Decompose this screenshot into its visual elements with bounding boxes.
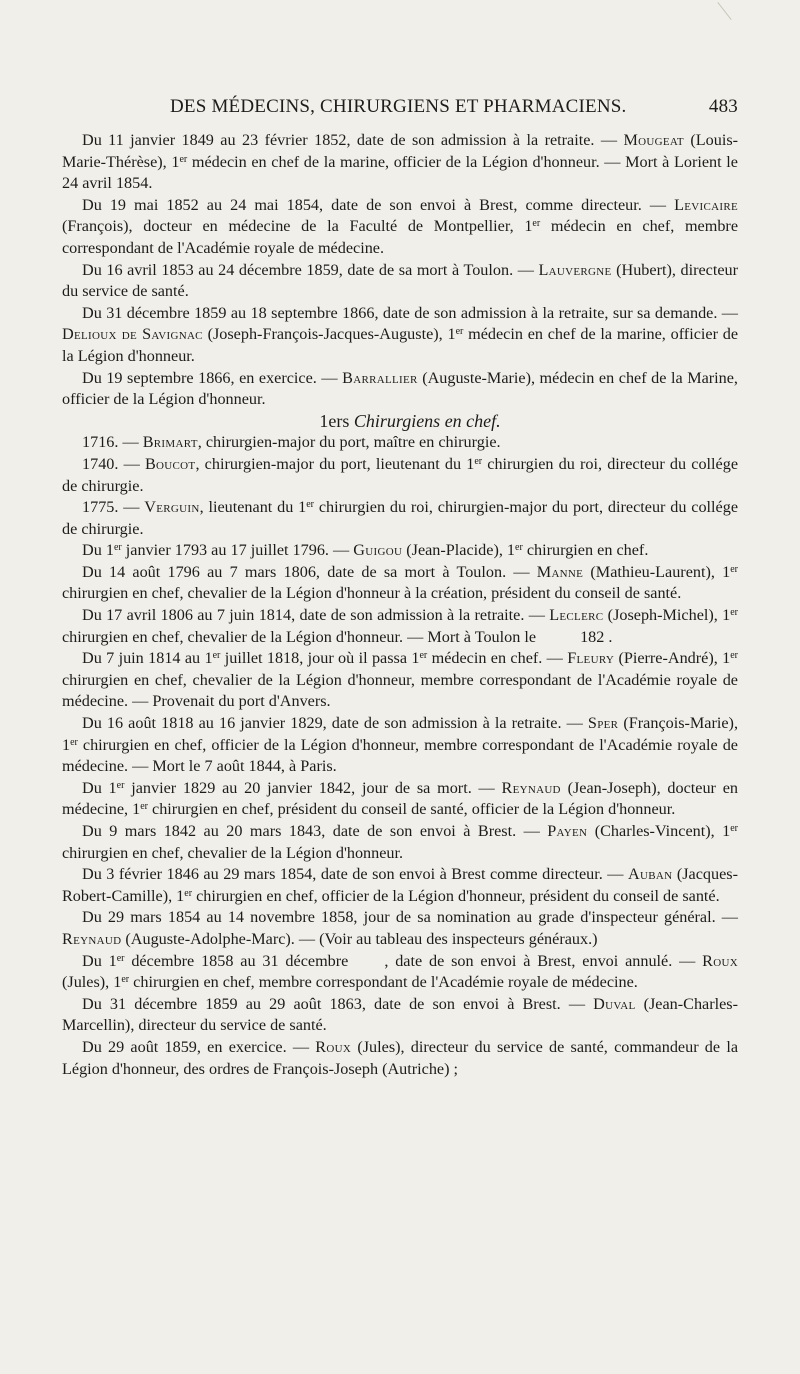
person-name: Boucot xyxy=(144,454,196,473)
superscript: er xyxy=(455,326,464,338)
text-run: , chirurgien-major du port, lieutenant du 1 xyxy=(195,454,475,473)
person-name: Delioux de Savignac xyxy=(62,325,203,344)
superscript: er xyxy=(306,499,315,511)
text-run: (François-Marie), 1 xyxy=(62,714,738,754)
page-number: 483 xyxy=(708,96,738,117)
paragraph xyxy=(62,1037,738,1080)
superscript: er xyxy=(113,542,122,554)
section-title: Chirurgiens en chef. xyxy=(353,410,501,431)
paragraph xyxy=(62,540,738,562)
text-run: chirurgien en chef, chevalier de la Légion d'honneur. xyxy=(62,843,404,862)
paragraph xyxy=(62,821,738,864)
paragraph xyxy=(62,648,738,713)
superscript: er xyxy=(184,887,193,899)
paragraph xyxy=(62,778,738,821)
superscript: er xyxy=(730,823,738,834)
text-run: (Joseph-Michel), 1 xyxy=(603,606,731,625)
paragraph xyxy=(62,994,738,1037)
text-run: (Joseph-François-Jacques-Auguste), 1 xyxy=(202,325,456,344)
text-run: Du 14 août 1796 au 7 mars 1806, date de sa mort à Toulon. — xyxy=(82,562,537,581)
page-corner-mark xyxy=(717,2,731,20)
text-run: chirurgien en chef, chevalier de la Légion d'honneur à la création, président du conseil de santé. xyxy=(62,584,682,603)
superscript: er xyxy=(730,607,738,619)
paragraph xyxy=(62,864,738,907)
text-run: Du 19 mai 1852 au 24 mai 1854, date de son envoi à Brest, comme directeur. — xyxy=(82,195,675,214)
text-run: Du 29 août 1859, en exercice. — xyxy=(82,1037,316,1056)
paragraph xyxy=(62,432,738,454)
paragraph xyxy=(62,562,738,605)
text-run: chirurgien en chef, membre correspondant de l'Académie royale de médecine. xyxy=(129,973,638,992)
page-body xyxy=(62,130,738,1080)
text-run: , date de son envoi à Brest, envoi annulé. — xyxy=(384,951,703,970)
superscript: er xyxy=(515,542,523,554)
text-run: 1740. — xyxy=(82,454,145,473)
text-run: (Jacques-Robert-Camille), 1 xyxy=(62,865,738,905)
text-run: (Jean-Placide), 1 xyxy=(402,541,516,560)
person-name: Auban xyxy=(628,865,673,884)
text-run: juillet 1818, jour où il passa 1 xyxy=(220,649,420,668)
superscript: er xyxy=(116,952,125,964)
superscript: er xyxy=(730,563,739,575)
text-run: (François), docteur en médecine de la Faculté de Montpellier, 1 xyxy=(62,217,533,236)
superscript: er xyxy=(474,455,483,467)
paragraph xyxy=(62,907,738,950)
text-run: Du 1 xyxy=(82,541,114,560)
text-run: (Jean-Charles-Marcellin), directeur du service de santé. xyxy=(62,994,738,1035)
text-run: Du 9 mars 1842 au 20 mars 1843, date de son envoi à Brest. — xyxy=(82,822,548,840)
person-name: Payen xyxy=(547,822,588,840)
person-name: Duval xyxy=(593,994,636,1013)
text-run: (Jules), 1 xyxy=(62,973,122,992)
text-run: décembre 1858 au 31 décembre xyxy=(124,951,349,970)
person-name: Reynaud xyxy=(62,929,122,948)
person-name: Sper xyxy=(587,714,619,733)
text-run: Du 11 janvier 1849 au 23 février 1852, date de son admission à la retraite. — xyxy=(82,131,624,149)
paragraph xyxy=(62,454,738,497)
text-run: chirurgien en chef. xyxy=(522,541,649,560)
paragraph xyxy=(62,260,738,303)
text-run: médecin en chef de la marine, officier de la Légion d'honneur. xyxy=(62,325,738,365)
person-name: Fleury xyxy=(567,649,615,668)
text-run: (Pierre-André), 1 xyxy=(614,649,731,668)
text-run: médecin en chef de la marine, officier de la Légion d'honneur. — Mort à Lorient le 24 avril 1854. xyxy=(62,152,738,193)
text-run: Du 31 décembre 1859 au 29 août 1863, date de son envoi à Brest. — xyxy=(82,994,594,1013)
text-run: Du 29 mars 1854 au 14 novembre 1858, jour de sa nomination au grade d'inspecteur général. — xyxy=(82,908,738,927)
text-run: médecin en chef. — xyxy=(427,649,568,668)
superscript: er xyxy=(730,650,739,662)
paragraph xyxy=(62,130,738,195)
superscript: er xyxy=(419,650,428,662)
text-run: (Jean-Joseph), docteur en médecine, 1 xyxy=(62,778,738,819)
superscript: er xyxy=(179,153,188,165)
text-run: janvier 1829 au 20 janvier 1842, jour de sa mort. — xyxy=(124,778,502,797)
superscript: er xyxy=(116,779,125,791)
text-run: (Auguste-Marie), médecin en chef de la Marine, officier de la Légion d'honneur. xyxy=(62,368,738,409)
text-run: 1716. — xyxy=(82,433,143,452)
text-run: Du 16 août 1818 au 16 janvier 1829, date de son admission à la retraite. — xyxy=(82,714,588,733)
text-run: (Auguste-Adolphe-Marc). — (Voir au tableau des inspecteurs généraux.) xyxy=(121,929,598,948)
text-run: Du 19 septembre 1866, en exercice. — xyxy=(82,368,343,387)
text-run: chirurgien en chef, président du conseil de santé, officier de la Légion d'honneur. xyxy=(147,800,676,819)
text-run: Du 1 xyxy=(82,951,117,970)
text-run: chirurgien en chef, chevalier de la Légion d'honneur, membre correspondant de l'Académie royale de médecine. — Provenait du port d'Anvers. xyxy=(62,670,738,711)
running-title: DES MÉDECINS, CHIRURGIENS ET PHARMACIENS. xyxy=(170,96,627,117)
section-ordinal: 1ers xyxy=(319,410,350,431)
text-run: , lieutenant du 1 xyxy=(199,498,307,517)
paragraph xyxy=(62,303,738,368)
person-name: Barrallier xyxy=(342,368,418,387)
text-run: chirurgien en chef, officier de la Légion d'honneur, président du conseil de santé. xyxy=(192,886,720,905)
person-name: Guigou xyxy=(353,541,403,560)
paragraph xyxy=(62,497,738,540)
person-name: Brimart xyxy=(142,433,198,452)
text-run: Du 7 juin 1814 au 1 xyxy=(82,649,213,668)
superscript: er xyxy=(140,801,148,813)
section-heading xyxy=(62,411,738,433)
text-run: Du 1 xyxy=(82,778,117,797)
text-run: (Charles-Vincent), 1 xyxy=(587,822,731,840)
person-name: Roux xyxy=(702,951,738,970)
person-name: Leclerc xyxy=(549,606,604,625)
superscript: er xyxy=(121,974,130,986)
text-run: janvier 1793 au 17 juillet 1796. — xyxy=(121,541,354,560)
superscript: er xyxy=(212,650,221,662)
paragraph xyxy=(62,195,738,260)
text-run: Du 17 avril 1806 au 7 juin 1814, date de son admission à la retraite. — xyxy=(82,606,550,625)
person-name: Verguin xyxy=(144,498,200,517)
paragraph xyxy=(62,605,738,648)
person-name: Reynaud xyxy=(501,778,561,797)
text-run: Du 16 avril 1853 au 24 décembre 1859, date de sa mort à Toulon. — xyxy=(82,260,539,279)
text-run: 182 . xyxy=(580,627,613,646)
paragraph xyxy=(62,713,738,778)
text-run: (Louis-Marie-Thérèse), 1 xyxy=(62,131,739,171)
text-run: chirurgien du roi, directeur du collége de chirurgie. xyxy=(62,454,738,495)
person-name: Lauvergne xyxy=(538,260,612,279)
text-run: médecin en chef, membre correspondant de l'Académie royale de médecine. xyxy=(62,217,739,257)
text-run: Du 31 décembre 1859 au 18 septembre 1866, date de son admission à la retraite, sur sa demande. — xyxy=(82,303,738,322)
text-run: (Mathieu-Laurent), 1 xyxy=(583,562,731,581)
paragraph xyxy=(62,951,738,994)
text-run: Du 3 février 1846 au 29 mars 1854, date de son envoi à Brest comme directeur. — xyxy=(82,865,628,884)
paragraph xyxy=(62,368,738,411)
text-run: 1775. — xyxy=(82,498,145,517)
text-run: chirurgien du roi, chirurgien-major du port, directeur du collége de chirurgie. xyxy=(62,498,739,538)
text-run: (Jules), directeur du service de santé, commandeur de la Légion d'honneur, des ordres de François-Joseph (Autriche) ; xyxy=(62,1037,738,1078)
superscript: er xyxy=(532,218,541,230)
text-run: (Hubert), directeur du service de santé. xyxy=(62,260,739,301)
person-name: Manne xyxy=(536,562,584,581)
person-name: Mougeat xyxy=(623,131,684,149)
superscript: er xyxy=(70,736,78,748)
text-run: chirurgien en chef, chevalier de la Légion d'honneur. — Mort à Toulon le xyxy=(62,627,537,646)
person-name: Roux xyxy=(315,1037,352,1056)
text-run: chirurgien en chef, officier de la Légion d'honneur, membre correspondant de l'Académie royale de médecine. — Mort le 7 août 1844, à Paris. xyxy=(62,735,738,776)
text-run: , chirurgien-major du port, maître en chirurgie. xyxy=(197,433,501,452)
person-name: Levicaire xyxy=(674,195,738,214)
